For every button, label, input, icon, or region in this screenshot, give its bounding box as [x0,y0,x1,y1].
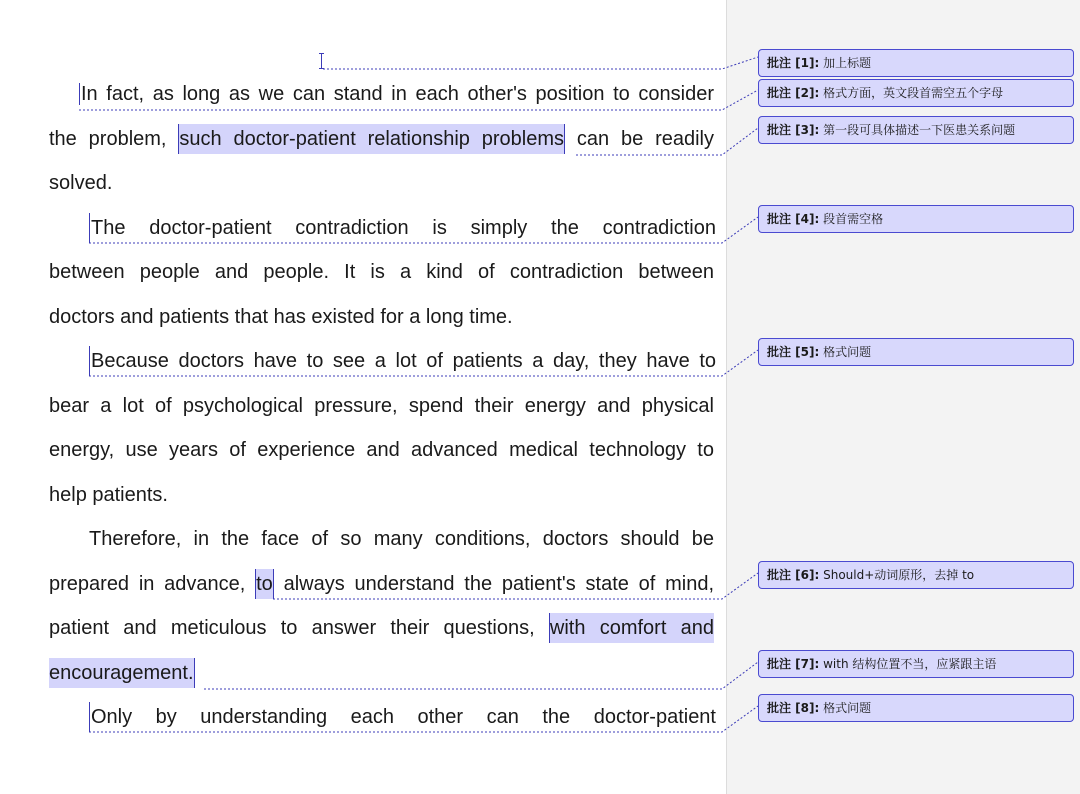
comment-label: 批注 [4]: [767,212,820,226]
comment-label: 批注 [5]: [767,345,820,359]
text-line[interactable]: solved. [49,172,113,194]
comment-anchor-6[interactable]: to [255,569,274,599]
comment-balloon-8[interactable] [758,694,1074,722]
text-line[interactable] [49,613,714,643]
comment-anchor-7[interactable]: with comfort and [549,613,714,643]
comment-anchor-4[interactable]: The doctor-patient contradiction is simply the contradiction [89,213,716,243]
text-line[interactable] [79,79,714,109]
comment-balloon-3[interactable] [758,116,1074,144]
comment-anchor-5[interactable]: Because doctors have to see a lot of patients a day, they have to [89,346,716,376]
text-line[interactable]: help patients. [49,484,168,506]
comment-label: 批注 [8]: [767,701,820,715]
comment-anchor-2[interactable]: In fact, as long as we can stand in each other's position to consider [81,83,714,105]
text-line[interactable] [89,346,714,376]
line-text: can be readily [565,128,715,150]
comment-text: 段首需空格 [819,212,884,226]
text-line[interactable]: doctors and patients that has existed for a long time. [49,306,513,328]
comment-text: 格式方面，英文段首需空五个字母 [819,86,1004,100]
comment-text: 格式问题 [819,701,872,715]
line-text: prepared in advance, [49,573,256,595]
comment-balloon-5[interactable] [758,338,1074,366]
text-line[interactable] [89,702,714,732]
text-line[interactable] [49,569,714,599]
comment-label: 批注 [3]: [767,123,820,137]
comment-balloon-2[interactable] [758,79,1074,107]
comment-anchor-3[interactable]: such doctor-patient relationship problems [178,124,565,154]
comment-text: Should+动词原形，去掉 to [819,568,975,582]
comment-anchor-8[interactable]: Only by understanding each other can the doctor-patient [89,702,716,732]
text-line[interactable]: energy, use years of experience and advanced medical technology to [49,439,714,461]
text-cursor [321,53,322,69]
text-line[interactable]: between people and people. It is a kind of contradiction between [49,261,714,283]
line-text: patient and meticulous to answer their questions, [49,617,549,639]
text-line[interactable] [89,213,714,243]
comment-text: with 结构位置不当，应紧跟主语 [819,657,997,671]
comment-balloon-4[interactable] [758,205,1074,233]
line-text: always understand the patient's state of mind, [273,573,714,595]
comment-label: 批注 [7]: [767,657,820,671]
comment-balloon-7[interactable] [758,650,1074,678]
comment-anchor-7-end[interactable]: encouragement. [49,658,195,688]
text-line[interactable]: bear a lot of psychological pressure, spend their energy and physical [49,395,714,417]
comment-text: 第一段可具体描述一下医患关系问题 [819,123,1016,137]
text-line[interactable] [49,658,714,688]
comment-balloon-6[interactable] [758,561,1074,589]
comment-label: 批注 [2]: [767,86,820,100]
comment-balloon-1[interactable] [758,49,1074,77]
text-line[interactable] [49,124,714,154]
comment-label: 批注 [1]: [767,56,820,70]
line-text: the problem, [49,128,179,150]
comment-text: 加上标题 [819,56,872,70]
comment-label: 批注 [6]: [767,568,820,582]
comment-text: 格式问题 [819,345,872,359]
text-line[interactable]: Therefore, in the face of so many conditions, doctors should be [89,528,714,550]
